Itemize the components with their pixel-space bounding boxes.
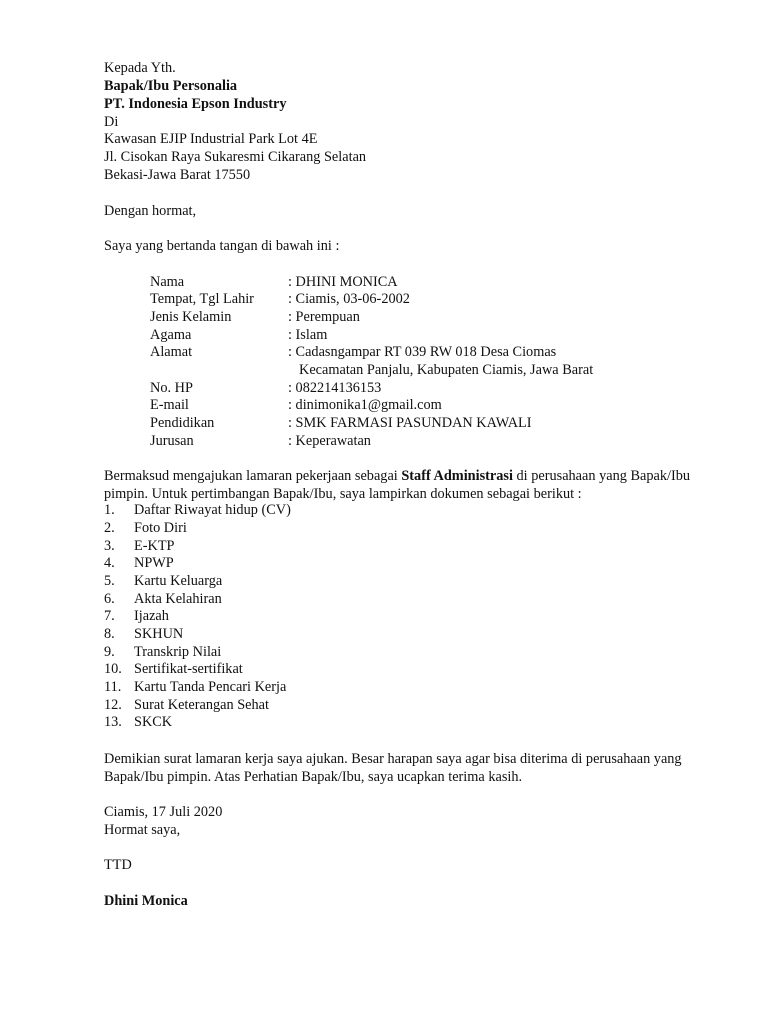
closing-line1: Demikian surat lamaran kerja saya ajukan. Besar harapan saya agar bisa diterima di perusahaan yang bbox=[104, 751, 682, 767]
list-label: SKHUN bbox=[134, 626, 184, 642]
list-label: Akta Kelahiran bbox=[134, 591, 222, 607]
recipient-address-line3: Bekasi-Jawa Barat 17550 bbox=[104, 167, 251, 183]
list-item bbox=[104, 608, 169, 626]
list-label: Surat Keterangan Sehat bbox=[134, 697, 269, 713]
closing-line2: Bapak/Ibu pimpin. Atas Perhatian Bapak/Ibu, saya ucapkan terima kasih. bbox=[104, 769, 523, 785]
list-label: NPWP bbox=[134, 555, 174, 571]
list-item bbox=[104, 714, 172, 732]
purpose-text-before: Bermaksud mengajukan lamaran pekerjaan sebagai bbox=[104, 468, 402, 484]
list-item bbox=[104, 538, 175, 556]
list-number: 7. bbox=[104, 608, 115, 624]
detail-label: Agama bbox=[150, 327, 192, 343]
list-number: 5. bbox=[104, 573, 115, 589]
signer-name: Dhini Monica bbox=[104, 893, 188, 909]
list-item bbox=[104, 661, 243, 679]
list-number: 12. bbox=[104, 697, 122, 713]
detail-value: : Islam bbox=[288, 327, 328, 343]
list-number: 4. bbox=[104, 555, 115, 571]
list-item bbox=[104, 591, 222, 609]
list-label: Daftar Riwayat hidup (CV) bbox=[134, 502, 291, 518]
list-label: E-KTP bbox=[134, 538, 175, 554]
signature-mark: TTD bbox=[104, 857, 132, 873]
list-label: Transkrip Nilai bbox=[134, 644, 222, 660]
list-item bbox=[104, 573, 222, 591]
list-number: 6. bbox=[104, 591, 115, 607]
recipient-address-line2: Jl. Cisokan Raya Sukaresmi Cikarang Selatan bbox=[104, 149, 367, 165]
detail-label: No. HP bbox=[150, 380, 193, 396]
detail-value: : Ciamis, 03-06-2002 bbox=[288, 291, 410, 307]
recipient-company: PT. Indonesia Epson Industry bbox=[104, 96, 287, 112]
list-label: Foto Diri bbox=[134, 520, 187, 536]
list-label: Sertifikat-sertifikat bbox=[134, 661, 243, 677]
purpose-line1 bbox=[104, 467, 690, 485]
list-number: 3. bbox=[104, 538, 115, 554]
intro-text: Saya yang bertanda tangan di bawah ini : bbox=[104, 238, 340, 254]
position-name: Staff Administrasi bbox=[401, 468, 513, 484]
list-item bbox=[104, 697, 269, 715]
recipient-name: Bapak/Ibu Personalia bbox=[104, 78, 238, 94]
list-label: Ijazah bbox=[134, 608, 169, 624]
list-item bbox=[104, 644, 221, 662]
detail-value: : Keperawatan bbox=[288, 433, 371, 449]
list-item bbox=[104, 679, 286, 697]
recipient-at: Di bbox=[104, 114, 119, 130]
detail-label: E-mail bbox=[150, 397, 189, 413]
address-continuation: Kecamatan Panjalu, Kabupaten Ciamis, Jawa Barat bbox=[299, 362, 594, 378]
list-label: SKCK bbox=[134, 714, 173, 730]
detail-label: Alamat bbox=[150, 344, 193, 360]
list-number: 1. bbox=[104, 502, 115, 518]
list-label: Kartu Tanda Pencari Kerja bbox=[134, 679, 287, 695]
purpose-line2: pimpin. Untuk pertimbangan Bapak/Ibu, saya lampirkan dokumen sebagai berikut : bbox=[104, 486, 582, 502]
list-item bbox=[104, 555, 174, 573]
salutation: Dengan hormat, bbox=[104, 203, 197, 219]
list-number: 2. bbox=[104, 520, 115, 536]
detail-value: : dinimonika1@gmail.com bbox=[288, 397, 442, 413]
recipient-greeting: Kepada Yth. bbox=[104, 60, 176, 76]
list-label: Kartu Keluarga bbox=[134, 573, 223, 589]
list-item bbox=[104, 626, 183, 644]
detail-label: Tempat, Tgl Lahir bbox=[150, 291, 254, 307]
purpose-text-after: di perusahaan yang Bapak/Ibu bbox=[512, 468, 691, 484]
detail-value: : Cadasngampar RT 039 RW 018 Desa Ciomas bbox=[288, 344, 557, 360]
list-number: 8. bbox=[104, 626, 115, 642]
regards: Hormat saya, bbox=[104, 822, 181, 838]
place-date: Ciamis, 17 Juli 2020 bbox=[104, 804, 223, 820]
detail-label: Jenis Kelamin bbox=[150, 309, 232, 325]
list-number: 13. bbox=[104, 714, 122, 730]
detail-label: Pendidikan bbox=[150, 415, 215, 431]
list-item bbox=[104, 502, 291, 520]
detail-value: : 082214136153 bbox=[288, 380, 382, 396]
detail-label: Nama bbox=[150, 274, 185, 290]
detail-value: : SMK FARMASI PASUNDAN KAWALI bbox=[288, 415, 532, 431]
list-number: 9. bbox=[104, 644, 115, 660]
list-item bbox=[104, 520, 187, 538]
detail-value: : DHINI MONICA bbox=[288, 274, 398, 290]
detail-value: : Perempuan bbox=[288, 309, 360, 325]
list-number: 11. bbox=[104, 679, 122, 695]
detail-label: Jurusan bbox=[150, 433, 194, 449]
recipient-address-line1: Kawasan EJIP Industrial Park Lot 4E bbox=[104, 131, 318, 147]
list-number: 10. bbox=[104, 661, 122, 677]
